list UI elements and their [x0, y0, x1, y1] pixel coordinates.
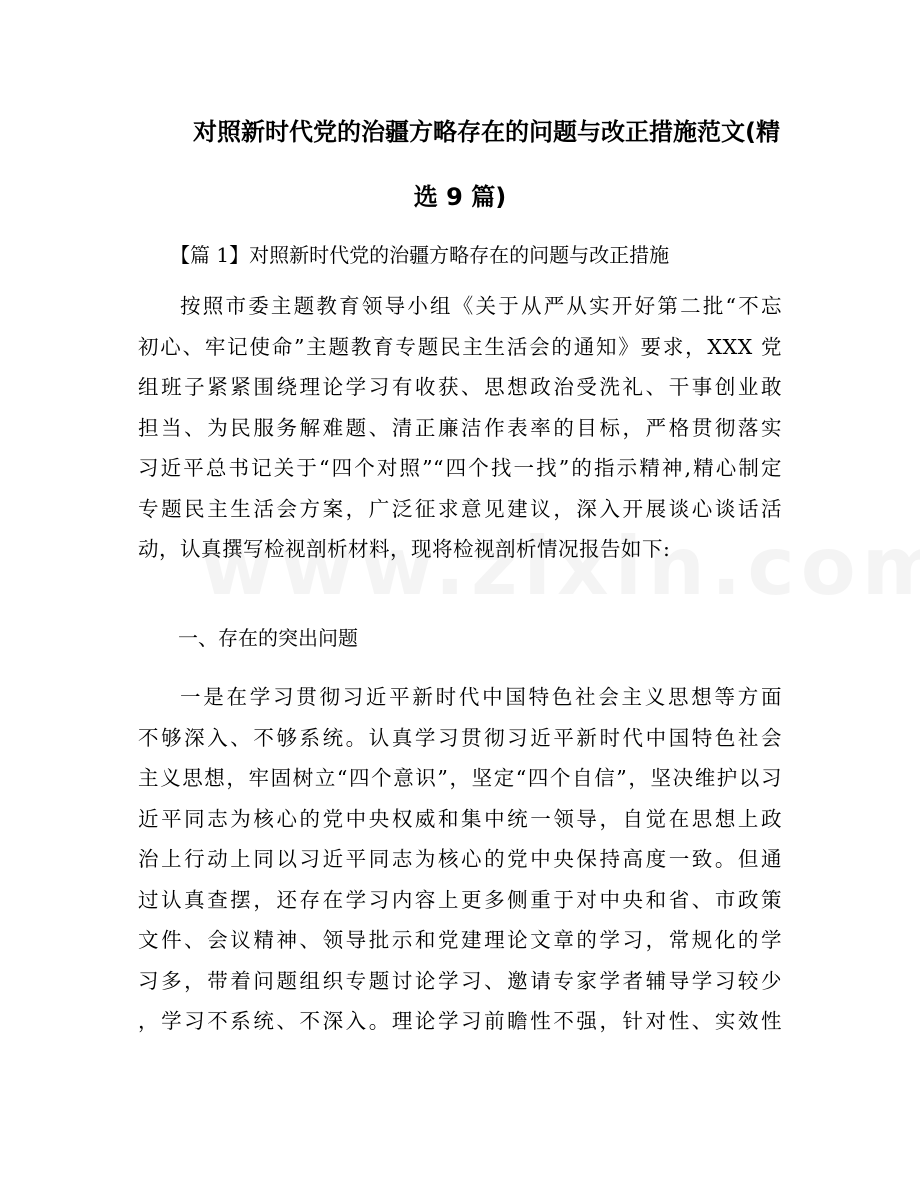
paragraph-line: 习近平总书记关于“四个对照”“四个找一找”的指示精神,精心制定	[138, 456, 782, 480]
paragraph-line: 动，认真撰写检视剖析材料，现将检视剖析情况报告如下:	[138, 537, 671, 561]
paragraph-line: 按照市委主题教育领导小组《关于从严从实开好第二批“不忘	[180, 294, 782, 318]
paragraph-line: 过认真查摆，还存在学习内容上更多侧重于对中央和省、市政策	[138, 887, 782, 912]
paragraph-line: 组班子紧紧围绕理论学习有收获、思想政治受洗礼、干事创业敢	[138, 375, 782, 399]
paragraph-line: 文件、会议精神、领导批示和党建理论文章的学习，常规化的学	[138, 928, 782, 952]
paragraph-line: 治上行动上同以习近平同志为核心的党中央保持高度一致。但通	[138, 847, 782, 871]
paragraph-intro	[138, 291, 782, 575]
document-title-line-2: 选 9 篇)	[413, 183, 507, 211]
paragraph-line: 习多，带着问题组织专题讨论学习、邀请专家学者辅导学习较少	[138, 968, 782, 993]
paragraph-line: 一是在学习贯彻习近平新时代中国特色社会主义思想等方面	[180, 685, 782, 709]
paragraph-line: 主义思想，牢固树立“四个意识”，坚定“四个自信”，坚决维护以习	[138, 766, 782, 790]
article-heading: 【篇 1】对照新时代党的治疆方略存在的问题与改正措施	[170, 243, 670, 267]
paragraph-line: 不够深入、不够系统。认真学习贯彻习近平新时代中国特色社会	[138, 725, 782, 750]
document-title-line-1: 对照新时代党的治疆方略存在的问题与改正措施范文(精	[193, 118, 780, 146]
paragraph-line: 近平同志为核心的党中央权威和集中统一领导，自觉在思想上政	[138, 806, 782, 831]
section-heading: 一、存在的突出问题	[178, 626, 358, 650]
paragraph-line: ，学习不系统、不深入。理论学习前瞻性不强，针对性、实效性	[138, 1009, 782, 1033]
paragraph-problem-1	[138, 682, 782, 1047]
paragraph-line: 专题民主生活会方案，广泛征求意见建议，深入开展谈心谈话活	[138, 496, 782, 521]
paragraph-line: 初心、牢记使命”主题教育专题民主生活会的通知》要求，XXX 党	[138, 334, 782, 359]
paragraph-line: 担当、为民服务解难题、清正廉洁作表率的目标，严格贯彻落实	[138, 415, 782, 440]
